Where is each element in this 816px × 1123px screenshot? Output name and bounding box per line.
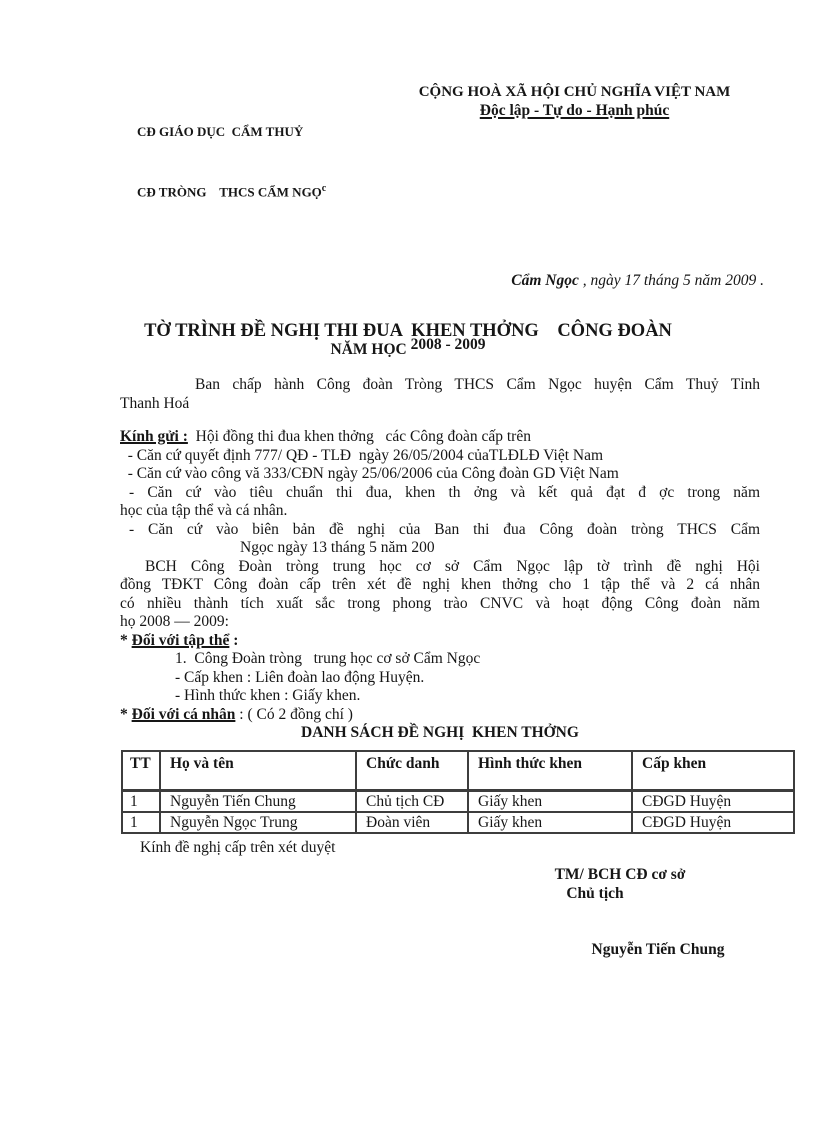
document-title-line2: [0, 336, 816, 359]
closing-request: Kính đề nghị cấp trên xét duyệt: [140, 838, 336, 856]
body-paragraph-line2: đồng TĐKT Công đoàn cấp trên xét đề nghị khen thởng cho 1 tập thể và 2 cá nhân: [120, 576, 760, 594]
kinh-gui-label: Kính gửi :: [120, 428, 188, 446]
collective-item-2: - Cấp khen : Liên đoàn lao động Huyện.: [175, 668, 425, 686]
cell-name: Nguyễn Ngọc Trung: [160, 812, 356, 833]
date-text: , ngày 17 tháng 5 năm 2009 .: [578, 272, 764, 290]
can-cu-item-4-line1: - Căn cứ vào biên bản đề nghị của Ban thi đua Công đoàn tròng THCS Cẩm: [129, 520, 760, 538]
issuing-org-line2-superscript: c: [321, 183, 327, 194]
section-collective: [120, 632, 760, 651]
body-paragraph-line1: BCH Công Đoàn tròng trung học cơ sở Cẩm Ngọc lập tờ trình đề nghị Hội: [145, 557, 760, 575]
intro-line2: Thanh Hoá: [120, 394, 190, 412]
signature-name: Nguyễn Tiến Chung: [591, 940, 725, 958]
document-header: [137, 84, 760, 239]
cell-title: Đoàn viên: [356, 812, 468, 833]
main-body: [120, 428, 760, 743]
signature-org-line: TM/ BCH CĐ cơ sở: [554, 865, 686, 883]
section-individual-star: *: [120, 705, 132, 723]
award-list-table: [121, 750, 795, 834]
signature-block: [470, 865, 770, 959]
signature-role: Chủ tịch: [566, 884, 624, 902]
issuing-org-line2-text: CĐ TRÒNG THCS CẨM NGỌ: [137, 184, 322, 200]
document-title: [0, 321, 816, 357]
cell-award-form: Giấy khen: [468, 790, 632, 812]
section-individual: [120, 706, 760, 725]
date-place: Cẩm Ngọc: [511, 272, 579, 290]
cell-tt: 1: [122, 812, 160, 833]
cell-tt: 1: [122, 790, 160, 812]
school-year-prefix: NĂM HỌC: [330, 341, 411, 359]
cell-award-form: Giấy khen: [468, 812, 632, 833]
date-line: [0, 254, 764, 308]
cell-name: Nguyễn Tiến Chung: [160, 790, 356, 812]
collective-item-1: 1. Công Đoàn tròng trung học cơ sở Cẩm Ngọc: [175, 650, 481, 668]
col-header-award-level: Cấp khen: [632, 751, 794, 791]
national-motto-block: [389, 84, 760, 239]
kinh-gui-text: Hội đồng thi đua khen thởng các Công đoàn cấp trên: [187, 428, 531, 446]
section-collective-label: Đối với tập thể: [131, 631, 230, 649]
section-collective-star: *: [120, 631, 132, 649]
section-individual-note: : ( Có 2 đồng chí ): [235, 705, 353, 723]
issuing-org-line1: CĐ GIÁO DỤC CẨM THUỶ: [137, 124, 304, 139]
can-cu-item-1: - Căn cứ quyết định 777/ QĐ - TLĐ ngày 26/05/2004 củaTLĐLĐ Việt Nam: [120, 446, 604, 464]
table-row: [122, 790, 794, 812]
national-title: CỘNG HOÀ XÃ HỘI CHỦ NGHĨA VIỆT NAM: [418, 84, 731, 100]
issuing-org-line2: [137, 179, 389, 201]
table-header-row: [122, 751, 794, 791]
col-header-title: Chức danh: [356, 751, 468, 791]
col-header-award-form: Hình thức khen: [468, 751, 632, 791]
issuing-org-block: [137, 84, 389, 239]
body-paragraph-line3: có nhiều thành tích xuất sắc trong phong trào CNVC và hoạt động Công đoàn năm: [120, 594, 760, 612]
cell-award-level: CĐGD Huyện: [632, 812, 794, 833]
intro-paragraph: [120, 376, 760, 413]
collective-item-3: - Hình thức khen : Giấy khen.: [175, 687, 361, 705]
can-cu-item-3-line2: học của tập thể và cá nhân.: [120, 502, 288, 520]
kinh-gui-line: [120, 428, 760, 447]
table-row: [122, 812, 794, 833]
list-heading: DANH SÁCH ĐỀ NGHỊ KHEN THỞNG: [301, 724, 579, 742]
col-header-tt: TT: [122, 751, 160, 791]
section-collective-colon: :: [229, 631, 239, 649]
cell-award-level: CĐGD Huyện: [632, 790, 794, 812]
can-cu-item-3-line1: - Căn cứ vào tiêu chuẩn thi đua, khen th ởng và kết quả đạt đ ợc trong năm: [129, 483, 760, 501]
national-motto: Độc lập - Tự do - Hạnh phúc: [479, 102, 670, 119]
cell-title: Chủ tịch CĐ: [356, 790, 468, 812]
intro-line1: Ban chấp hành Công đoàn Tròng THCS Cẩm Ngọc huyện Cẩm Thuỷ Tỉnh: [195, 376, 760, 394]
can-cu-item-2: - Căn cứ vào công vă 333/CĐN ngày 25/06/2006 của Công đoàn GD Việt Nam: [120, 465, 619, 483]
document-title-line1: TỜ TRÌNH ĐỀ NGHỊ THI ĐUA KHEN THỞNG CÔNG ĐOÀN: [144, 321, 672, 342]
body-paragraph-line4: họ 2008 — 2009:: [120, 613, 229, 631]
section-individual-label: Đối với cá nhân: [131, 705, 236, 723]
school-year-value: 2008 - 2009: [410, 336, 486, 354]
can-cu-item-4-line2: Ngọc ngày 13 tháng 5 năm 200: [240, 539, 435, 557]
col-header-name: Họ và tên: [160, 751, 356, 791]
